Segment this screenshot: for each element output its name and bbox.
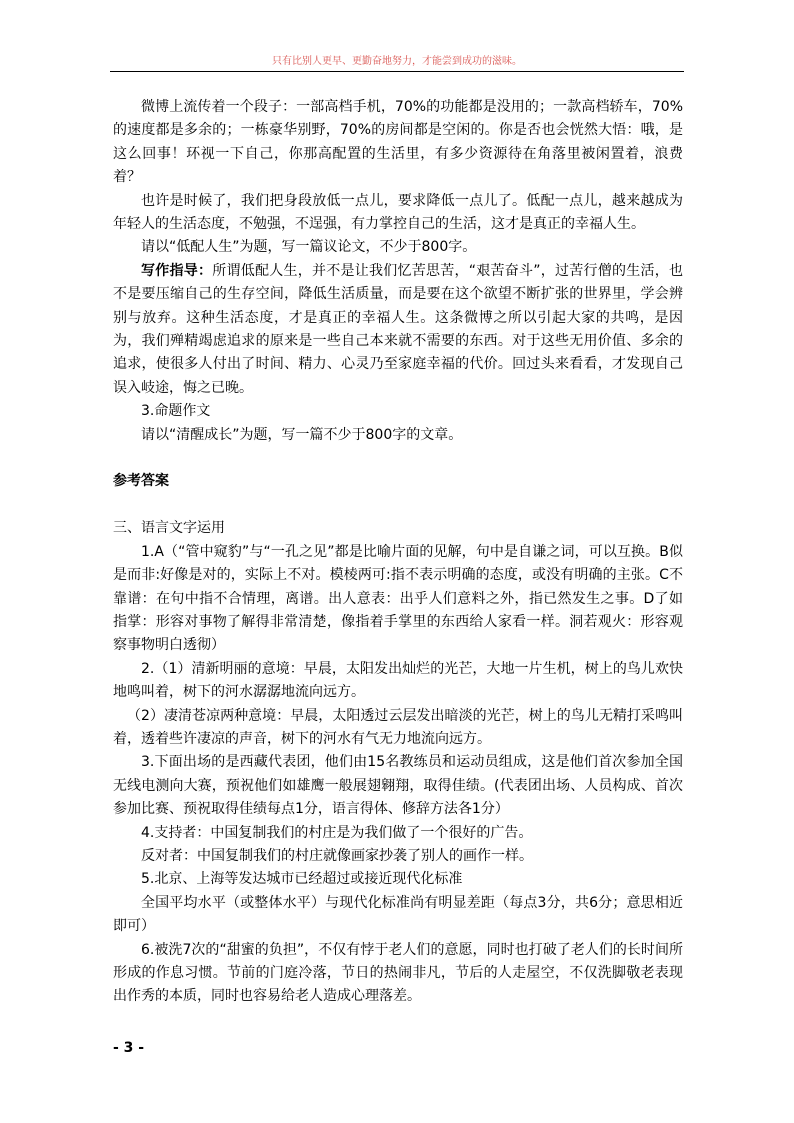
answer-4-opponent: 反对者：中国复制我们的村庄就像画家抄袭了别人的画作一样。 bbox=[141, 847, 533, 864]
answer-2-part-2: （2）凄清苍凉两种意境：早晨，太阳透过云层发出暗淡的光芒，树上的鸟儿无精打采鸣叫着，透着些许凄凉的声音，树下的河水有气无力地流向远方。 bbox=[113, 707, 683, 747]
item3-text: 请以“清醒成长”为题，写一篇不少于800字的文章。 bbox=[141, 426, 463, 443]
answer-6: 6.被洗7次的“甜蜜的负担”，不仅有悖于老人们的意愿，同时也打破了老人们的长时间所形成的作息习惯。节前的门庭冷落，节日的热闹非凡，节后的人走屋空，不仅洗脚敬老表现出作秀的本质，同时也容易给老人造成心理落差。 bbox=[113, 941, 683, 1005]
prompt-paragraph-3: 请以“低配人生”为题，写一篇议论文，不少于800字。 bbox=[141, 239, 477, 256]
page-number: - 3 - bbox=[113, 1040, 145, 1056]
writing-guide bbox=[113, 260, 683, 400]
item3-title: 3.命题作文 bbox=[141, 403, 211, 420]
answer-2-part-1: 2.（1）清新明丽的意境：早晨，太阳发出灿烂的光芒，大地一片生机，树上的鸟儿欢快地鸣叫着，树下的河水潺潺地流向远方。 bbox=[113, 660, 683, 701]
document-body bbox=[113, 96, 683, 1009]
answer-3: 3.下面出场的是西藏代表团，他们由15名教练员和运动员组成，这是他们首次参加全国无线电测向大赛，预祝他们如雄鹰一般展翅翱翔，取得佳绩。(代表团出场、人员构成、首次参加比赛、预祝取得佳绩每点1分，语言得体、修辞方法各1分） bbox=[113, 754, 683, 818]
answer-4-supporter: 4.支持者：中国复制我们的村庄是为我们做了一个很好的广告。 bbox=[141, 824, 533, 841]
answer-5-part-1: 5.北京、上海等发达城市已经超过或接近现代化标准 bbox=[141, 871, 463, 888]
header-motto: 只有比别人更早、更勤奋地努力，才能尝到成功的滋味。 bbox=[272, 56, 522, 67]
prompt-paragraph-1: 微博上流传着一个段子：一部高档手机，70%的功能都是没用的；一款高档轿车，70%的速度都是多余的；一栋豪华别野，70%的房间都是空闲的。你是否也会恍然大悟：哦，是这么回事！环视一下自己，你那高配置的生活里，有多少资源待在角落里被闲置着，浪费着？ bbox=[113, 99, 683, 186]
answer-1: 1.A（“管中窥豹”与“一孔之见”都是比喻片面的见解，句中是自谦之词，可以互换。B似是而非:好像是对的，实际上不对。模棱两可:指不表示明确的态度，或没有明确的主张。C不靠谱：在句中指不合情理，离谱。出人意表：出乎人们意料之外，指已然发生之事。D了如指掌：形容对事物了解得非常清楚，像指着手掌里的东西给人家看一样。洞若观火：形容观察事物明白透彻） bbox=[113, 543, 683, 654]
writing-guide-label: 写作指导： bbox=[141, 262, 213, 279]
section-title: 三、语言文字运用 bbox=[113, 520, 225, 537]
writing-guide-text: 所谓低配人生，并不是让我们忆苦思苦，“艰苦奋斗”，过苦行僧的生活，也不是要压缩自己的生存空间，降低生活质量，而是要在这个欲望不断扩张的世界里，学会辨别与放弃。这种生活态度，才是真正的幸福人生。这条微博之所以引起大家的共鸣，是因为，我们殚精竭虑追求的原来是一些自己本来就不需要的东西。对于这些无用价值、多余的追求，使很多人付出了时间、精力、心灵乃至家庭幸福的代价。回过头来看看，才发现自己误入岐途，悔之已晚。 bbox=[113, 262, 683, 396]
prompt-paragraph-2: 也许是时候了，我们把身段放低一点儿，要求降低一点儿了。低配一点儿，越来越成为年轻人的生活态度，不勉强，不逞强，有力掌控自己的生活，这才是真正的幸福人生。 bbox=[113, 192, 683, 233]
answers-heading: 参考答案 bbox=[113, 473, 169, 490]
header-divider bbox=[110, 71, 684, 72]
answer-5-part-2: 全国平均水平（或整体水平）与现代化标准尚有明显差距（每点3分，共6分；意思相近即可） bbox=[113, 894, 683, 935]
